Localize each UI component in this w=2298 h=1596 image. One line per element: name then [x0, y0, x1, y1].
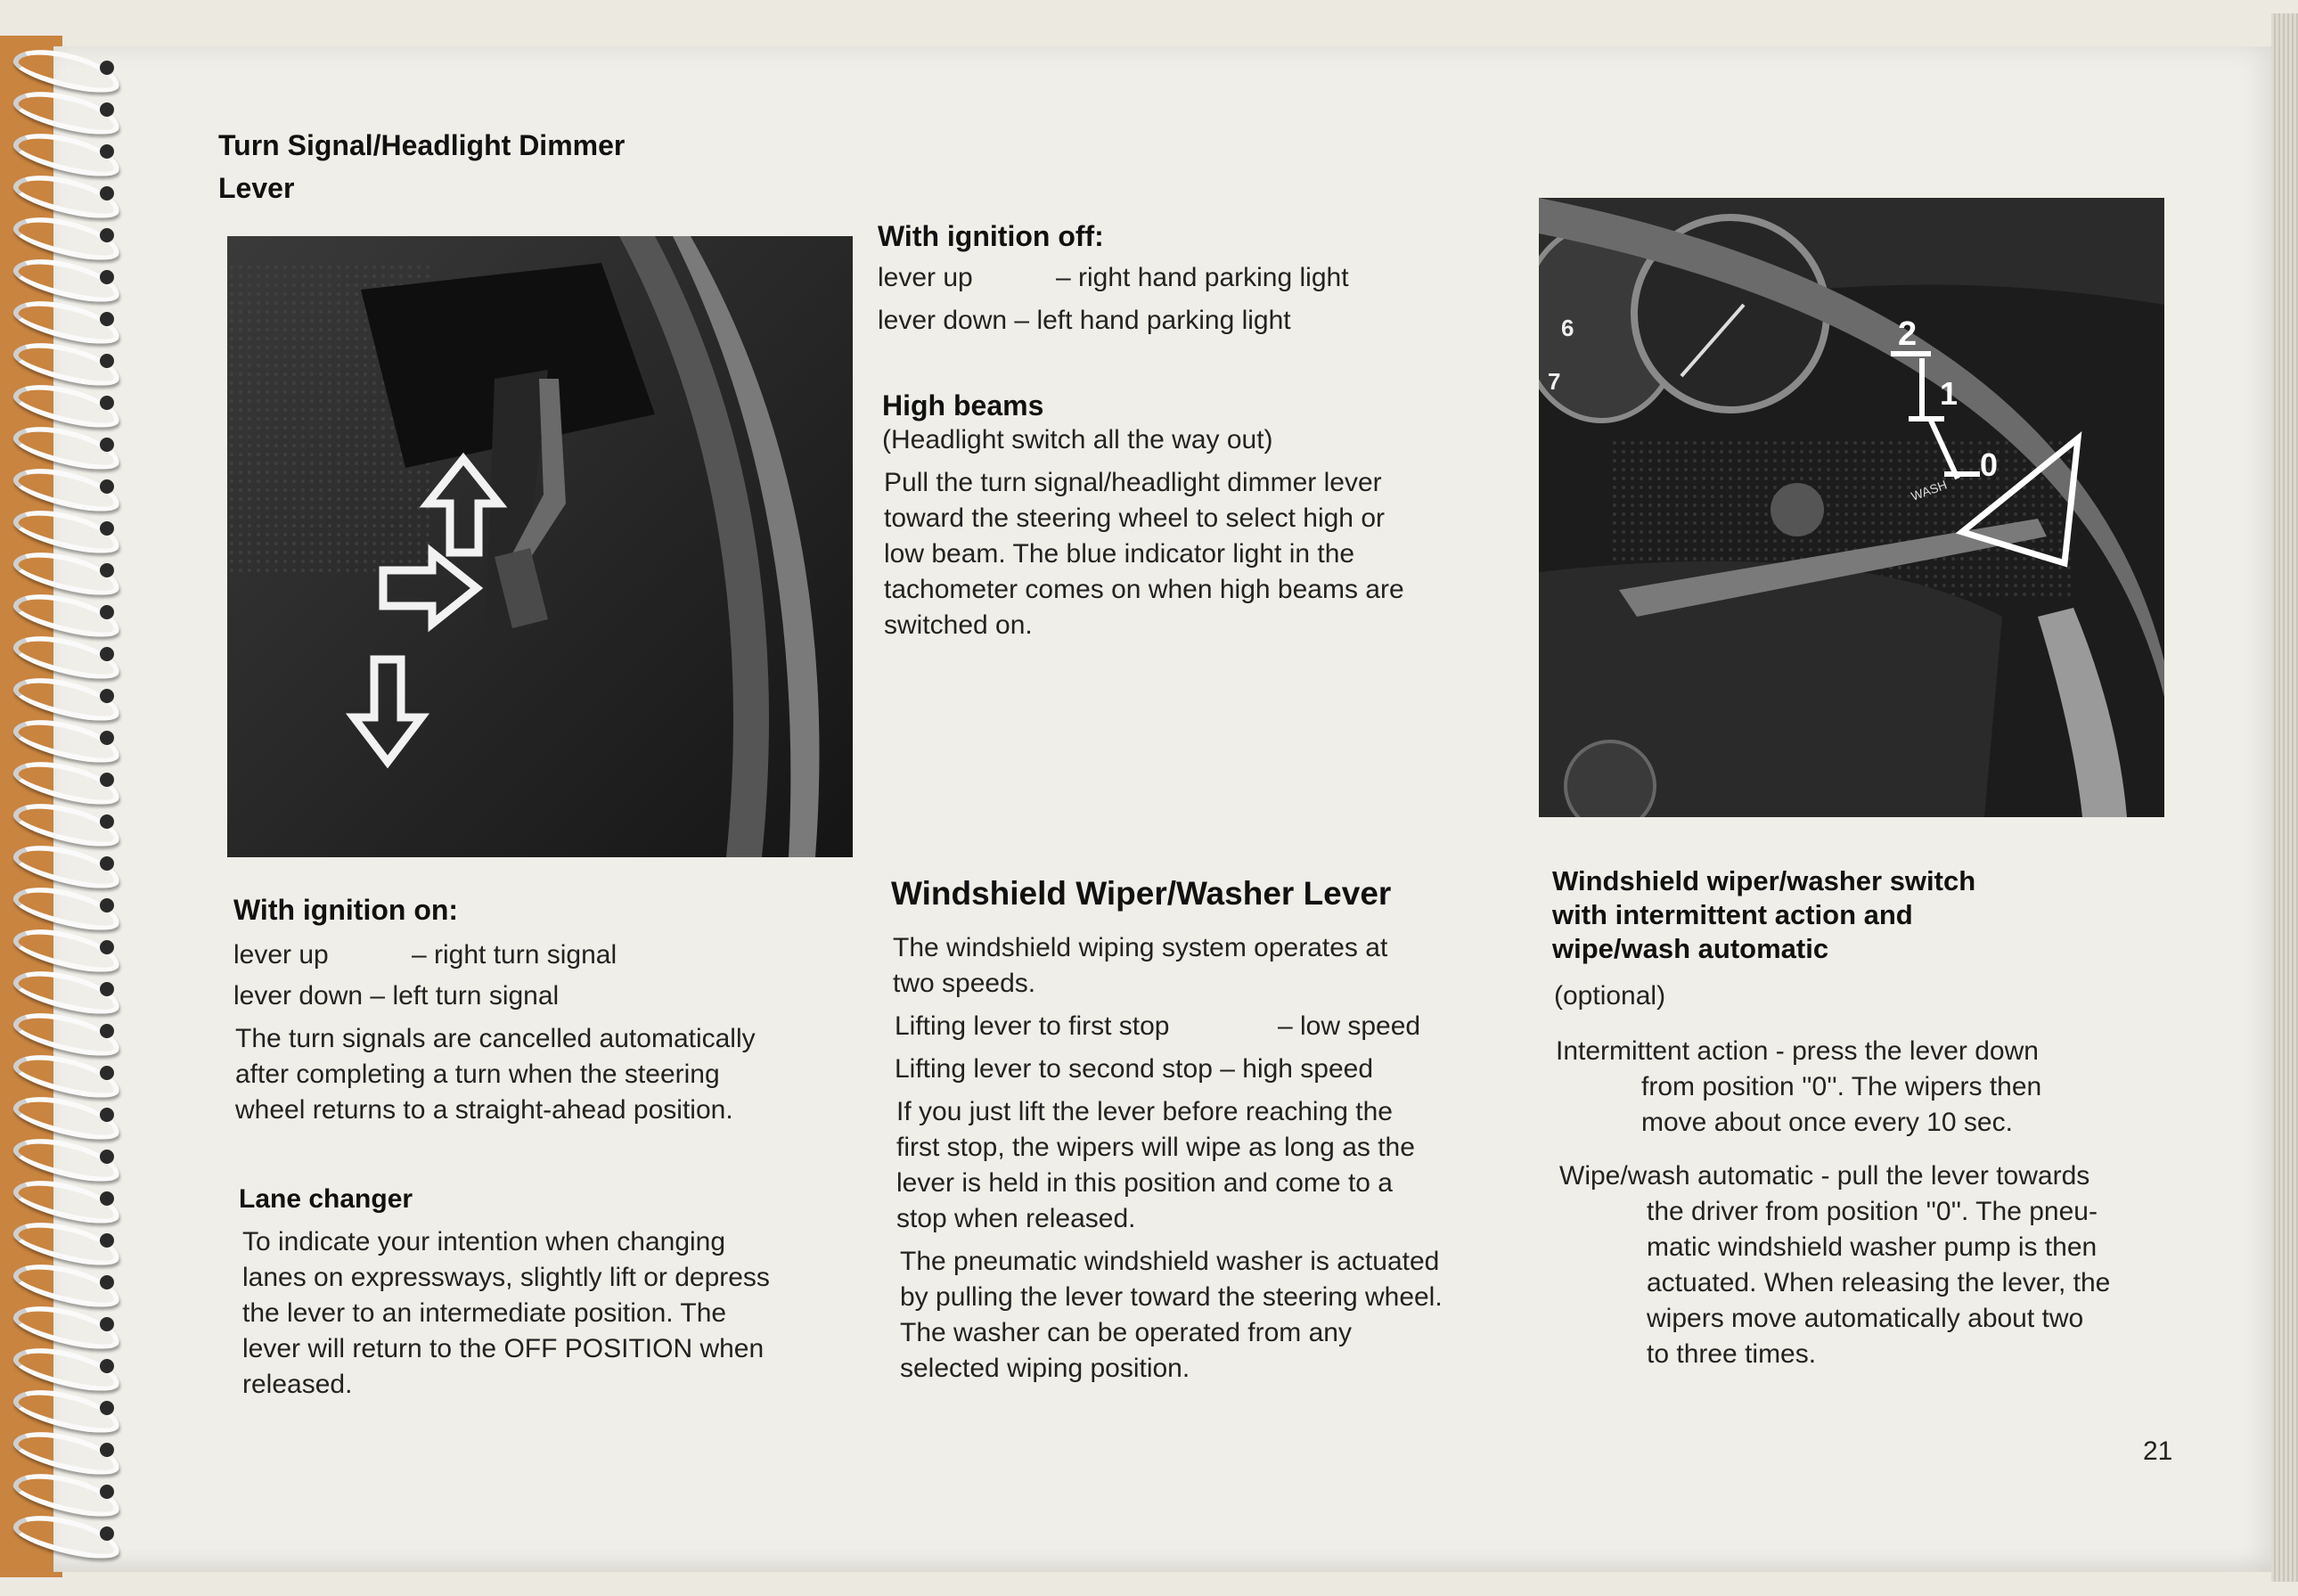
- binding-hole: [100, 1359, 114, 1373]
- lever-up-label: lever up: [233, 940, 329, 970]
- lane-text-line4: lever will return to the OFF POSITION when: [242, 1334, 765, 1363]
- gauge-6-label: 6: [1561, 315, 1574, 341]
- wipe-wash-line2: the driver from position ''0''. The pneu-: [1647, 1197, 2098, 1226]
- lane-text-line2: lanes on expressways, slightly lift or depress: [242, 1263, 770, 1292]
- binding-hole: [100, 940, 114, 954]
- binding-hole: [100, 270, 114, 284]
- binding-hole: [100, 354, 114, 368]
- binding-hole: [100, 982, 114, 996]
- cancel-text-line2: after completing a turn when the steering: [235, 1060, 720, 1089]
- spiral-binding: [0, 53, 125, 1577]
- binding-hole: [100, 898, 114, 913]
- high-beams-line5: switched on.: [884, 610, 1033, 640]
- lever-down-label: lever down: [233, 981, 364, 1011]
- binding-hole: [100, 521, 114, 536]
- intermittent-line3: move about once every 10 sec.: [1641, 1108, 2013, 1137]
- wiper-text-line2: two speeds.: [893, 969, 1036, 998]
- position-2-label: 2: [1898, 315, 1918, 353]
- lane-text-line1: To indicate your intention when changing: [242, 1227, 726, 1256]
- binding-hole: [100, 563, 114, 577]
- binding-hole: [100, 814, 114, 829]
- position-1-label: 1: [1940, 375, 1959, 412]
- cancel-text-line3: wheel returns to a straight-ahead position.: [235, 1095, 733, 1125]
- binding-hole: [100, 312, 114, 326]
- binding-hole: [100, 1401, 114, 1415]
- wipe-wash-line5: wipers move automatically about two: [1647, 1304, 2084, 1333]
- optional-label: (optional): [1554, 981, 1666, 1011]
- lane-changer-heading: Lane changer: [239, 1184, 413, 1214]
- ignition-off-heading: With ignition off:: [878, 220, 1104, 252]
- binding-hole: [100, 438, 114, 452]
- ignition-on-lever-down-row: [233, 978, 559, 1014]
- lever-down-value: – left turn signal: [370, 981, 560, 1011]
- switch-heading-line1: Windshield wiper/washer switch: [1552, 865, 1976, 896]
- binding-hole: [100, 479, 114, 494]
- first-stop-label: Lifting lever to first stop: [895, 1011, 1170, 1041]
- ignition-on-lever-up-row: [233, 937, 617, 973]
- high-beams-line3: low beam. The blue indicator light in the: [884, 539, 1355, 569]
- binding-hole: [100, 689, 114, 703]
- binding-hole: [100, 647, 114, 661]
- binding-hole: [100, 228, 114, 242]
- binding-hole: [100, 1191, 114, 1206]
- ignition-on-heading: With ignition on:: [233, 894, 459, 926]
- parking-lever-down-label: lever down: [878, 306, 1008, 335]
- binding-hole: [100, 61, 114, 75]
- intermittent-line2: from position ''0''. The wipers then: [1641, 1072, 2042, 1101]
- wipe-wash-line1: Wipe/wash automatic - pull the lever towards: [1559, 1161, 2090, 1191]
- high-beams-heading: High beams: [882, 389, 1044, 422]
- second-stop-value: – high speed: [1220, 1054, 1374, 1084]
- binding-hole: [100, 773, 114, 787]
- gauge-7-label: 7: [1548, 368, 1561, 395]
- high-beams-line4: tachometer comes on when high beams are: [884, 575, 1404, 604]
- binding-hole: [100, 186, 114, 201]
- position-0-label: 0: [1980, 446, 1999, 483]
- lane-text-line5: released.: [242, 1370, 353, 1399]
- parking-lever-up-label: lever up: [878, 263, 973, 292]
- pneumatic-text-line2: by pulling the lever toward the steering wheel.: [900, 1282, 1443, 1312]
- binding-hole: [100, 856, 114, 871]
- second-stop-row: [895, 1052, 1373, 1087]
- binding-hole: [100, 1150, 114, 1164]
- turn-signal-title-line2: Lever: [218, 172, 295, 204]
- ignition-off-lever-up-row: [878, 260, 1349, 296]
- turn-signal-title-line1: Turn Signal/Headlight Dimmer: [218, 129, 626, 161]
- high-beams-line2: toward the steering wheel to select high or: [884, 503, 1385, 533]
- pneumatic-text-line4: selected wiping position.: [900, 1354, 1190, 1383]
- second-stop-label: Lifting lever to second stop: [895, 1054, 1213, 1084]
- binding-hole: [100, 605, 114, 619]
- turn-signal-lever-photo: [227, 236, 853, 857]
- pneumatic-text-line3: The washer can be operated from any: [900, 1318, 1352, 1347]
- parking-lever-up-value: – right hand parking light: [1056, 263, 1349, 292]
- page-stack-edge: [2271, 13, 2298, 1582]
- binding-hole: [100, 144, 114, 159]
- binding-hole: [100, 1485, 114, 1499]
- ignition-off-lever-down-row: [878, 303, 1291, 339]
- lift-text-line1: If you just lift the lever before reaching the: [896, 1097, 1393, 1126]
- first-stop-value: – low speed: [1278, 1011, 1421, 1041]
- wipe-wash-line6: to three times.: [1647, 1339, 1817, 1369]
- binding-hole: [100, 102, 114, 117]
- wiper-text-line1: The windshield wiping system operates at: [893, 933, 1388, 962]
- wipe-wash-line4: actuated. When releasing the lever, the: [1647, 1268, 2111, 1297]
- lever-photo-illustration: [227, 236, 853, 857]
- high-beams-subheading: (Headlight switch all the way out): [882, 425, 1273, 454]
- binding-hole: [100, 1066, 114, 1080]
- switch-heading-line3: wipe/wash automatic: [1552, 933, 1829, 964]
- binding-hole: [100, 1233, 114, 1248]
- lift-text-line4: stop when released.: [896, 1204, 1136, 1233]
- binding-hole: [100, 731, 114, 745]
- intermittent-line1: Intermittent action - press the lever down: [1556, 1036, 2039, 1066]
- switch-heading-line2: with intermittent action and: [1552, 899, 1913, 930]
- binding-hole: [100, 396, 114, 410]
- high-beams-line1: Pull the turn signal/headlight dimmer lever: [884, 468, 1382, 497]
- wipe-wash-line3: matic windshield washer pump is then: [1647, 1232, 2098, 1262]
- wash-label: WASH: [1909, 477, 1950, 503]
- first-stop-row: [895, 1009, 1420, 1044]
- binding-hole: [100, 1443, 114, 1457]
- lane-text-line3: the lever to an intermediate position. The: [242, 1298, 727, 1328]
- lever-up-value: – right turn signal: [412, 940, 617, 970]
- binding-hole: [100, 1526, 114, 1541]
- lift-text-line2: first stop, the wipers will wipe as long as the: [896, 1133, 1415, 1162]
- binding-hole: [100, 1317, 114, 1331]
- binding-hole: [100, 1275, 114, 1289]
- lift-text-line3: lever is held in this position and come to a: [896, 1168, 1393, 1198]
- page-number: 21: [2143, 1436, 2173, 1466]
- wiper-photo-illustration: [1539, 198, 2164, 817]
- parking-lever-down-value: – left hand parking light: [1014, 306, 1291, 335]
- wiper-lever-photo: [1539, 198, 2164, 817]
- cancel-text-line1: The turn signals are cancelled automatically: [235, 1024, 756, 1053]
- wiper-washer-heading: Windshield Wiper/Washer Lever: [891, 875, 1392, 912]
- pneumatic-text-line1: The pneumatic windshield washer is actuated: [900, 1247, 1440, 1276]
- binding-hole: [100, 1024, 114, 1038]
- binding-hole: [100, 1108, 114, 1122]
